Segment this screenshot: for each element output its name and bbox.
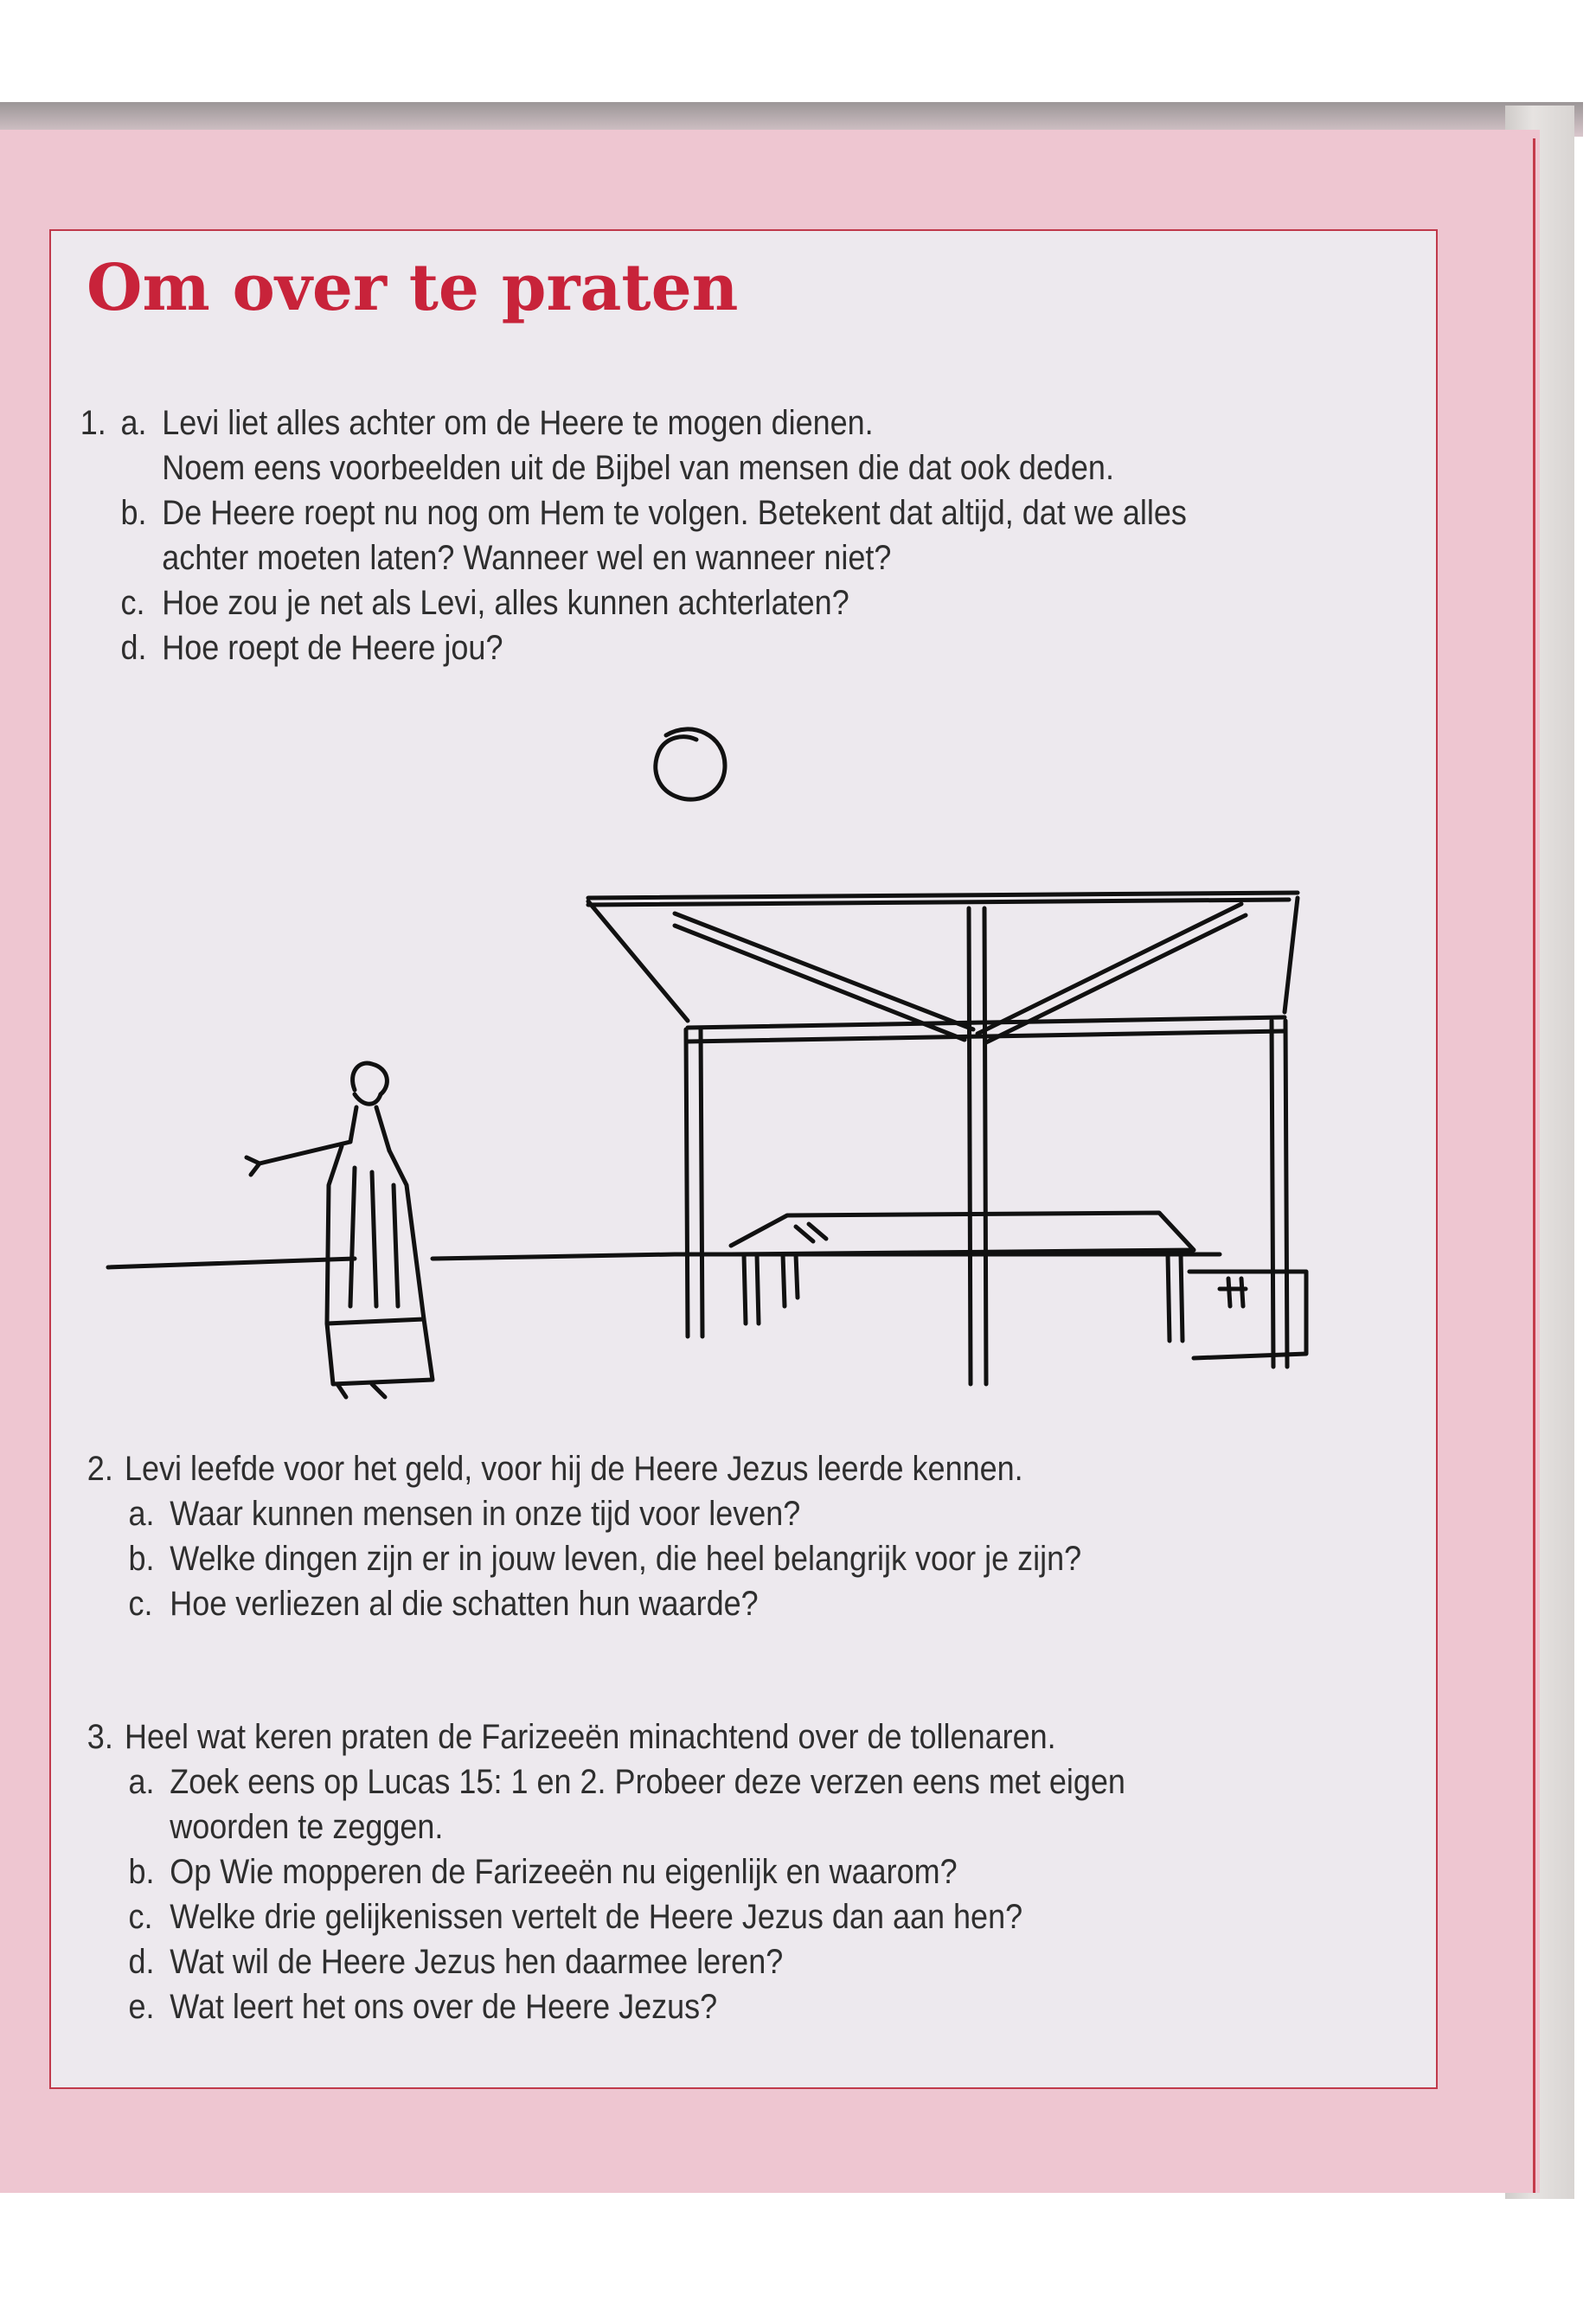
question-number: 1. (80, 404, 106, 442)
item-letter: d. (128, 1943, 155, 1981)
roof-beam-diagonal-2 (977, 904, 1241, 1034)
roof-beam-front (588, 893, 1298, 898)
item-text: achter moeten laten? Wanneer wel en wanneer niet? (162, 539, 892, 577)
question-intro: Heel wat keren praten de Farizeeën minachtend over de tollenaren. (125, 1718, 1056, 1756)
ground-line (108, 1259, 355, 1267)
figure-feet (337, 1384, 385, 1397)
question-number: 2. (87, 1450, 113, 1488)
figure-robe-folds (350, 1168, 398, 1306)
item-letter: b. (128, 1540, 155, 1578)
roof-edge-left (588, 901, 688, 1021)
levi-tax-booth-illustration (95, 701, 1324, 1419)
post-center (969, 908, 986, 1384)
table-leg (1168, 1254, 1183, 1341)
item-letter: a. (128, 1763, 155, 1801)
item-text: woorden te zeggen. (170, 1808, 444, 1846)
item-text: Hoe roept de Heere jou? (162, 629, 503, 667)
item-text: Noem eens voorbeelden uit de Bijbel van mensen die dat ook deden. (162, 449, 1114, 487)
item-text: Zoek eens op Lucas 15: 1 en 2. Probeer deze verzen eens met eigen (170, 1763, 1125, 1801)
item-letter: a. (120, 404, 147, 442)
item-letter: c. (128, 1898, 153, 1936)
post-right (1272, 1021, 1287, 1367)
item-text: Levi liet alles achter om de Heere te mogen dienen. (162, 404, 874, 442)
item-text: Hoe verliezen al die schatten hun waarde? (170, 1585, 759, 1623)
figure-head (353, 1063, 388, 1094)
item-text: Welke dingen zijn er in jouw leven, die heel belangrijk voor je zijn? (170, 1540, 1082, 1578)
item-text: De Heere roept nu nog om Hem te volgen. Betekent dat altijd, dat we alles (162, 494, 1187, 532)
item-text: Op Wie mopperen de Farizeeën nu eigenlijk en waarom? (170, 1853, 958, 1891)
page-title: Om over te praten (87, 251, 739, 325)
item-text: Hoe zou je net als Levi, alles kunnen achterlaten? (162, 584, 849, 622)
item-letter: a. (128, 1495, 155, 1533)
question-intro: Levi leefde voor het geld, voor hij de Heere Jezus leerde kennen. (125, 1450, 1023, 1488)
item-letter: e. (128, 1988, 155, 2026)
roof-beam-diagonal (675, 913, 973, 1029)
figure-neck (350, 1107, 389, 1150)
item-text: Wat wil de Heere Jezus hen daarmee leren? (170, 1943, 784, 1981)
coins (796, 1224, 826, 1241)
question-number: 3. (87, 1718, 113, 1756)
roof-edge-right (1285, 898, 1298, 1012)
item-letter: b. (120, 494, 147, 532)
page-edge-line (1533, 138, 1535, 2193)
item-letter: b. (128, 1853, 155, 1891)
item-letter: c. (120, 584, 145, 622)
item-text: Waar kunnen mensen in onze tijd voor leven? (170, 1495, 801, 1533)
booth-table (731, 1213, 1194, 1254)
table-leg (744, 1254, 759, 1324)
item-letter: d. (120, 629, 147, 667)
item-letter: c. (128, 1585, 153, 1623)
figure-cloak (327, 1319, 433, 1384)
item-text: Welke drie gelijkenissen vertelt de Heere Jezus dan aan hen? (170, 1898, 1023, 1936)
sun-icon (656, 729, 725, 799)
item-text: Wat leert het ons over de Heere Jezus? (170, 1988, 718, 2026)
post-left (686, 1029, 702, 1336)
